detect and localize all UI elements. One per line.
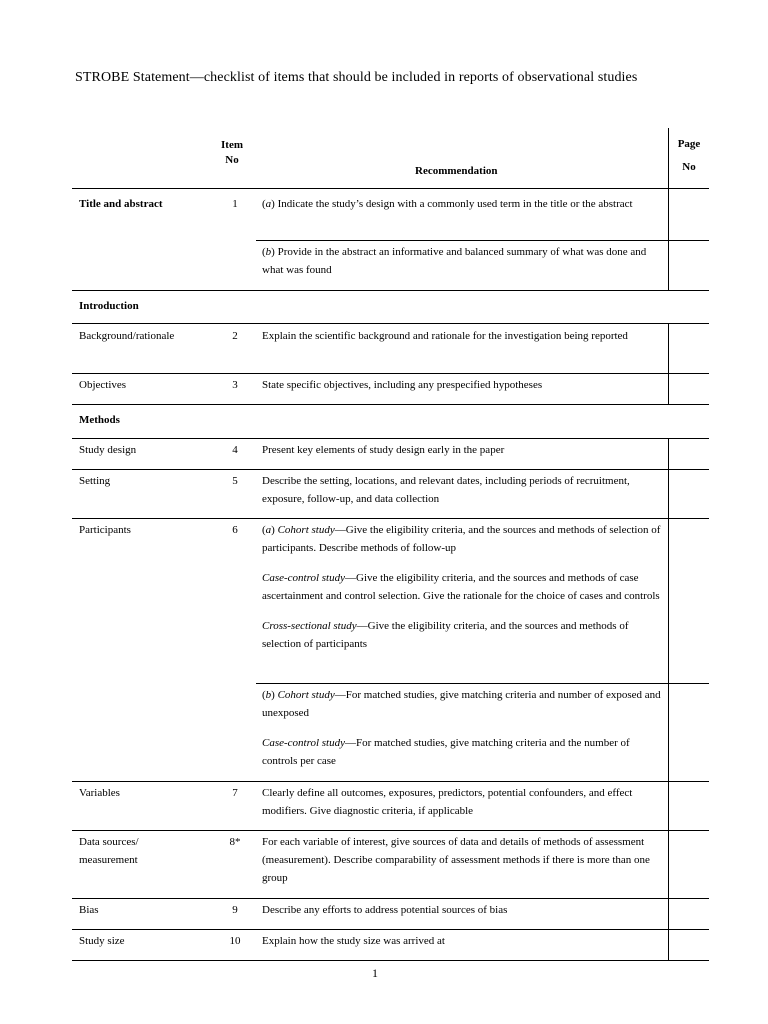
row-item-number: 5 <box>232 475 238 487</box>
section-label: Introduction <box>79 300 139 312</box>
recommendation-text: Explain how the study size was arrived at <box>262 935 445 947</box>
recommendation-text: Present key elements of study design early in the paper <box>262 444 505 456</box>
row-item-number: 10 <box>229 935 241 947</box>
header-page-line1: Page <box>677 138 701 150</box>
recommendation-text: Clearly define all outcomes, exposures, predictors, potential confounders, and effect modifiers. Give diagnostic criteria, if applicable <box>262 787 633 817</box>
row-label: Data sources/ measurement <box>79 836 139 866</box>
recommendation-text-a: (a) Indicate the study’s design with a commonly used term in the title or the abstract <box>262 198 633 210</box>
row-item-number: 7 <box>232 787 238 799</box>
table-row-variables <box>72 781 709 831</box>
row-label: Title and abstract <box>79 198 163 210</box>
recommendation-text: For each variable of interest, give sources of data and details of methods of assessment (measurement). Describe comparability of assessment methods if there is more than one group <box>262 836 650 884</box>
header-page-no <box>670 138 708 173</box>
case-control-paragraph: Case-control study—Give the eligibility criteria, and the sources and methods of case ascertainment and control selection. Give the rationale for the choice of cases and controls <box>262 572 660 602</box>
section-row-methods <box>72 404 709 439</box>
header-item-no <box>212 138 252 168</box>
header-recommendation: Recommendation <box>415 165 498 177</box>
row-label: Study design <box>79 444 137 456</box>
header-item-line2: No <box>225 154 239 166</box>
table-bottom-rule <box>72 960 709 961</box>
row-item-number: 6 <box>232 524 238 536</box>
sub-divider <box>256 683 709 684</box>
matched-case-control-paragraph: Case-control study—For matched studies, give matching criteria and the number of controls per case <box>262 737 630 767</box>
row-label: Variables <box>79 787 120 799</box>
row-label: Objectives <box>79 379 127 391</box>
table-row-background <box>72 323 709 374</box>
table-row-study-design <box>72 438 709 470</box>
recommendation-block-b <box>262 686 662 770</box>
page-number: 1 <box>372 966 378 980</box>
row-label: Setting <box>79 475 111 487</box>
row-item-number: 9 <box>232 904 238 916</box>
row-item-number: 4 <box>232 444 238 456</box>
matched-cohort-paragraph: (b) Cohort study—For matched studies, give matching criteria and number of exposed and unexposed <box>262 689 661 719</box>
recommendation-text: Describe the setting, locations, and relevant dates, including periods of recruitment, exposure, follow-up, and data collection <box>262 475 630 505</box>
row-item-number: 1 <box>232 198 238 210</box>
row-item-number: 3 <box>232 379 238 391</box>
sub-divider <box>256 240 709 241</box>
table-row-setting <box>72 469 709 519</box>
header-page-line2: No <box>682 161 696 173</box>
row-item-number: 2 <box>232 330 238 342</box>
recommendation-text-b: (b) Provide in the abstract an informative and balanced summary of what was done and what was found <box>262 246 647 276</box>
recommendation-text: State specific objectives, including any prespecified hypotheses <box>262 379 543 391</box>
table-row-study-size <box>72 929 709 961</box>
section-label: Methods <box>79 414 120 426</box>
row-label: Bias <box>79 904 99 916</box>
item-marker: b <box>265 246 272 258</box>
document-title: STROBE Statement—checklist of items that should be included in reports of observational studies <box>75 70 638 85</box>
recommendation-text: Explain the scientific background and rationale for the investigation being reported <box>262 330 628 342</box>
item-marker: a <box>265 198 272 210</box>
recommendation-block-a <box>262 521 662 653</box>
cohort-paragraph: (a) Cohort study—Give the eligibility criteria, and the sources and methods of selection of participants. Describe methods of follow-up <box>262 524 661 554</box>
row-item-number: 8* <box>229 836 241 848</box>
header-item-line1: Item <box>221 139 243 151</box>
row-label: Background/rationale <box>79 330 175 342</box>
table-row-objectives <box>72 373 709 405</box>
table-row-data-sources <box>72 830 709 899</box>
row-label: Study size <box>79 935 125 947</box>
recommendation-text: Describe any efforts to address potential sources of bias <box>262 904 508 916</box>
row-label: Participants <box>79 524 131 536</box>
table-row-bias <box>72 898 709 930</box>
section-row-introduction <box>72 290 709 324</box>
cross-sectional-paragraph: Cross-sectional study—Give the eligibility criteria, and the sources and methods of selection of participants <box>262 620 629 650</box>
header-divider <box>668 128 669 188</box>
